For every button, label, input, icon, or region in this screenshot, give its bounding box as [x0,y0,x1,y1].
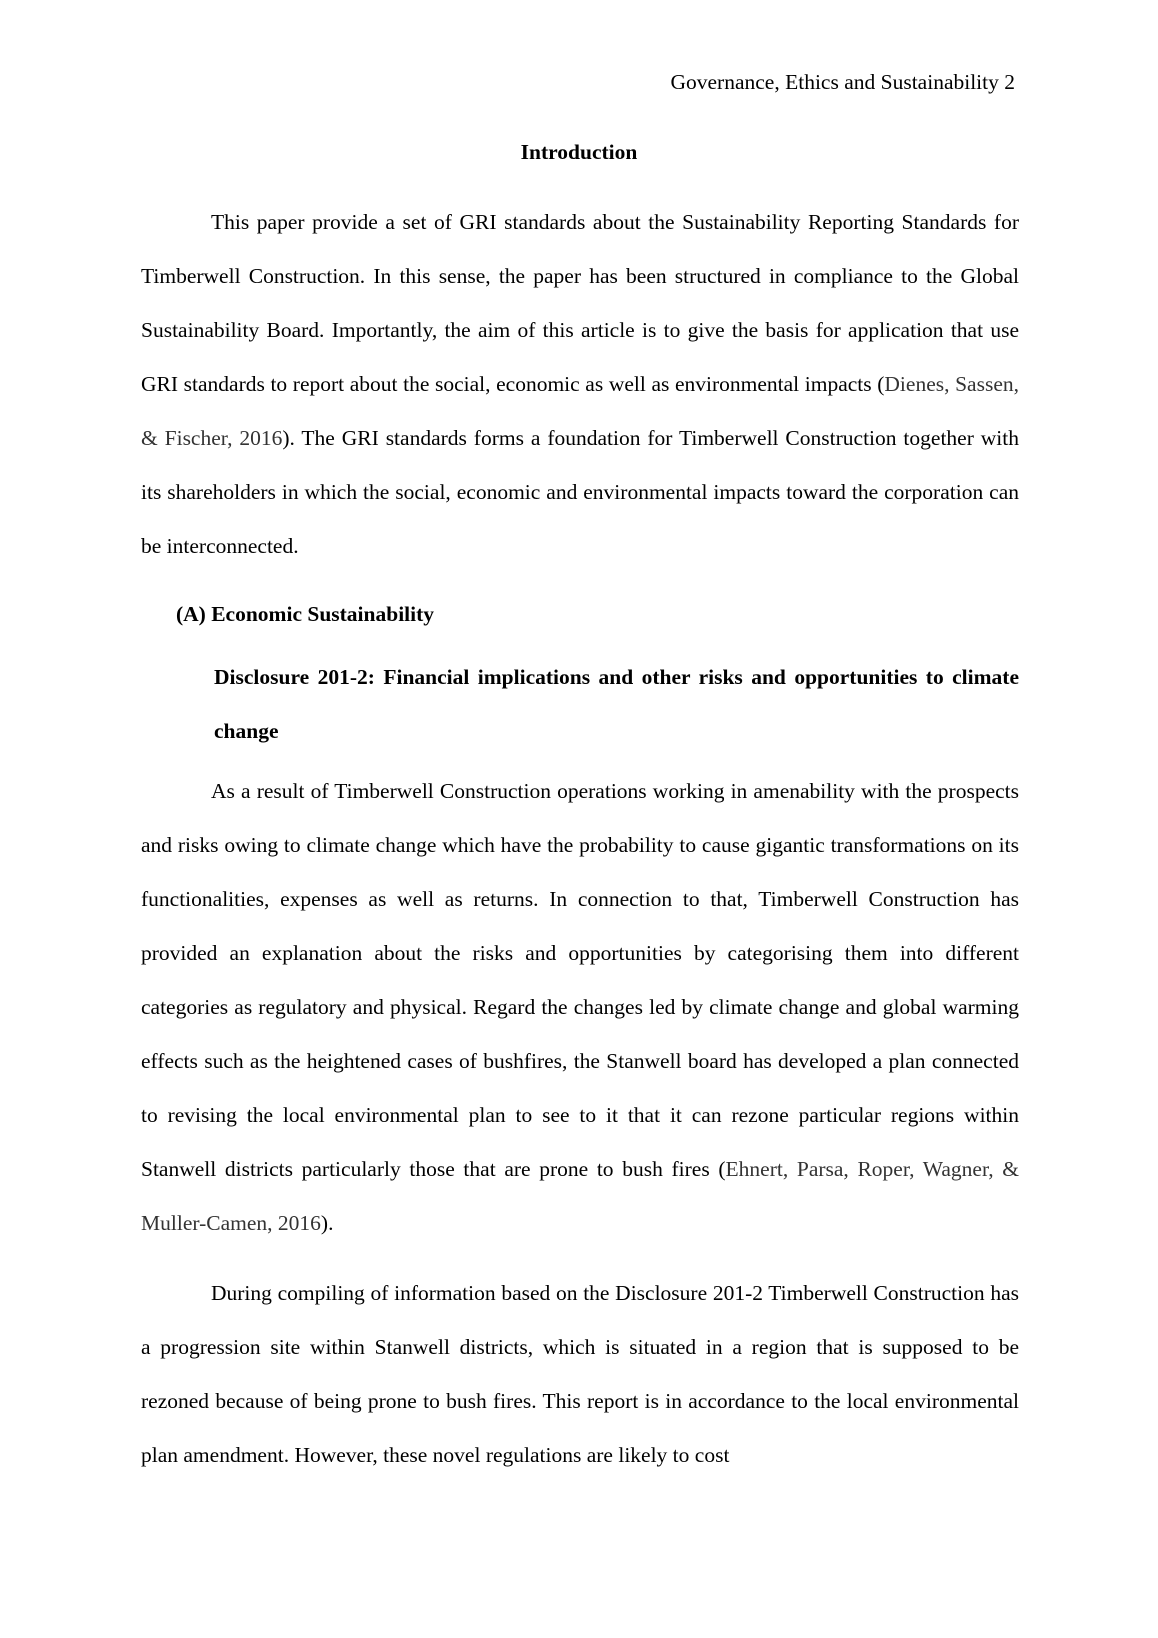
section-title: Introduction [520,140,638,164]
disclosure-heading: Disclosure 201-2: Financial implications and other risks and opportunities to climate change [214,665,1019,743]
compiling-paragraph [141,1266,1019,1482]
running-head: Governance, Ethics and Sustainability 2 [670,70,1015,94]
disclosure-text-start: As a result of Timberwell Construction operations working in amenability with the prospects and risks owing to climate change which have the probability to cause gigantic transformations on its functionalities, expenses as well as returns. In connection to that, Timberwell Construction has provided an explanation about the risks and opportunities by categorising them into different categories as regulatory and physical. Regard the changes led by climate change and global warming effects such as the heightened cases of bushfires, the Stanwell board has developed a plan connected to revising the local environmental plan to see to it that it can rezone particular regions within Stanwell districts particularly those that are prone to bush fires ( [141,779,1019,1181]
disclosure-text-end: ). [320,1211,334,1235]
intro-paragraph [141,195,1019,573]
compiling-text: During compiling of information based on the Disclosure 201-2 Timberwell Construction has a progression site within Stanwell districts, which is situated in a region that is supposed to be rezoned because of being prone to bush fires. This report is in accordance to the local environmental plan amendment. However, these novel regulations are likely to cost [141,1281,1019,1467]
intro-text-start: This paper provide a set of GRI standards about the Sustainability Reporting Standards for Timberwell Construction. In this sense, the paper has been structured in compliance to the Global Sustainability Board. Importantly, the aim of this article is to give the basis for application that use GRI standards to report about the social, economic as well as environmental impacts ( [141,210,1019,396]
economic-sustainability-heading: (A) Economic Sustainability [176,602,435,626]
disclosure-paragraph [141,764,1019,1250]
disclosure-citation: Ehnert, Parsa, Roper, Wagner, & Muller-Camen, 2016 [141,1157,1019,1235]
intro-text-end: ). The GRI standards forms a foundation for Timberwell Construction together with its shareholders in which the social, economic and environmental impacts toward the corporation can be interconnected. [141,426,1020,558]
intro-citation: Dienes, Sassen, & Fischer, 2016 [141,372,1019,450]
